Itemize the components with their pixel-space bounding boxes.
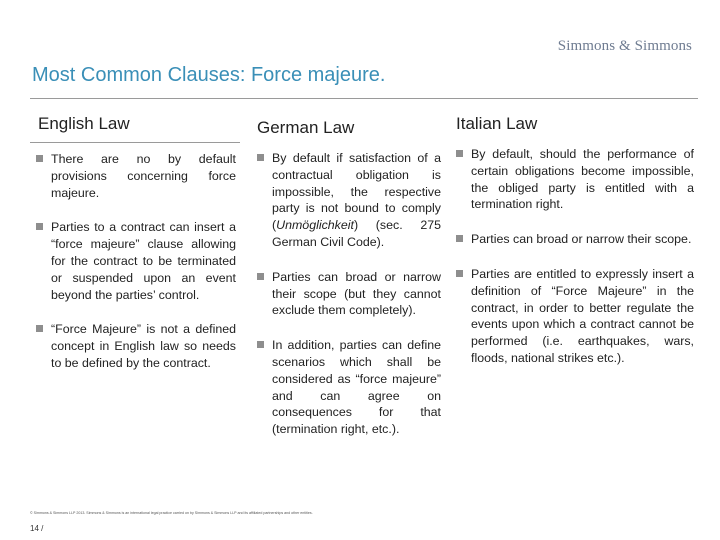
column-italian-law <box>450 110 698 470</box>
list-item: Parties to a contract can insert a “force majeure” clause allowing for the contract to be terminated or suspended upon an event beyond the parties’ control. <box>36 219 236 303</box>
square-bullet-icon <box>36 223 45 231</box>
column-english-law <box>30 110 240 470</box>
column-heading: Italian Law <box>456 114 538 133</box>
square-bullet-icon <box>257 154 266 162</box>
page-title: Most Common Clauses: Force majeure. <box>32 64 386 86</box>
list-item: By default if satisfaction of a contractual obligation is impossible, the respective party is not bound to comply (Unmöglichkeit) (sec. 275 German Civil Code). <box>257 150 441 251</box>
list-item: By default, should the performance of certain obligations become impossible, the obliged party is entitled with a termination right. <box>456 146 694 213</box>
list-item: Parties can broad or narrow their scope. <box>456 231 694 248</box>
square-bullet-icon <box>456 150 465 158</box>
square-bullet-icon <box>36 155 45 163</box>
list-item: There are no by default provisions concerning force majeure. <box>36 151 236 201</box>
brand-logo: Simmons & Simmons <box>557 38 692 54</box>
column-heading: English Law <box>38 114 130 133</box>
heading-divider <box>30 142 240 143</box>
square-bullet-icon <box>36 325 45 333</box>
square-bullet-icon <box>257 341 266 349</box>
page-number: 14 / <box>30 524 44 533</box>
square-bullet-icon <box>456 270 465 278</box>
list-item: Parties are entitled to expressly insert a definition of “Force Majeure” in the contract, in order to better regulate the events upon which a contract cannot be performed (i.e. earthquakes, wars, floods, national strikes etc.). <box>456 266 694 367</box>
square-bullet-icon <box>257 273 266 281</box>
list-item: In addition, parties can define scenarios which shall be considered as “force majeure” and can agree on consequences for that (termination right, etc.). <box>257 337 441 438</box>
list-item: Parties can broad or narrow their scope (but they cannot exclude them completely). <box>257 269 441 319</box>
square-bullet-icon <box>456 235 465 243</box>
column-heading: German Law <box>257 118 355 137</box>
title-divider <box>30 98 698 99</box>
column-german-law <box>251 110 445 470</box>
footer-legal-text: © Simmons & Simmons LLP 2013. Simmons & Simmons is an international legal practice carried on by Simmons & Simmons LLP and its affiliated partnerships and other entities. <box>30 511 313 515</box>
list-item: “Force Majeure” is not a defined concept in English law so needs to be defined by the contract. <box>36 321 236 371</box>
